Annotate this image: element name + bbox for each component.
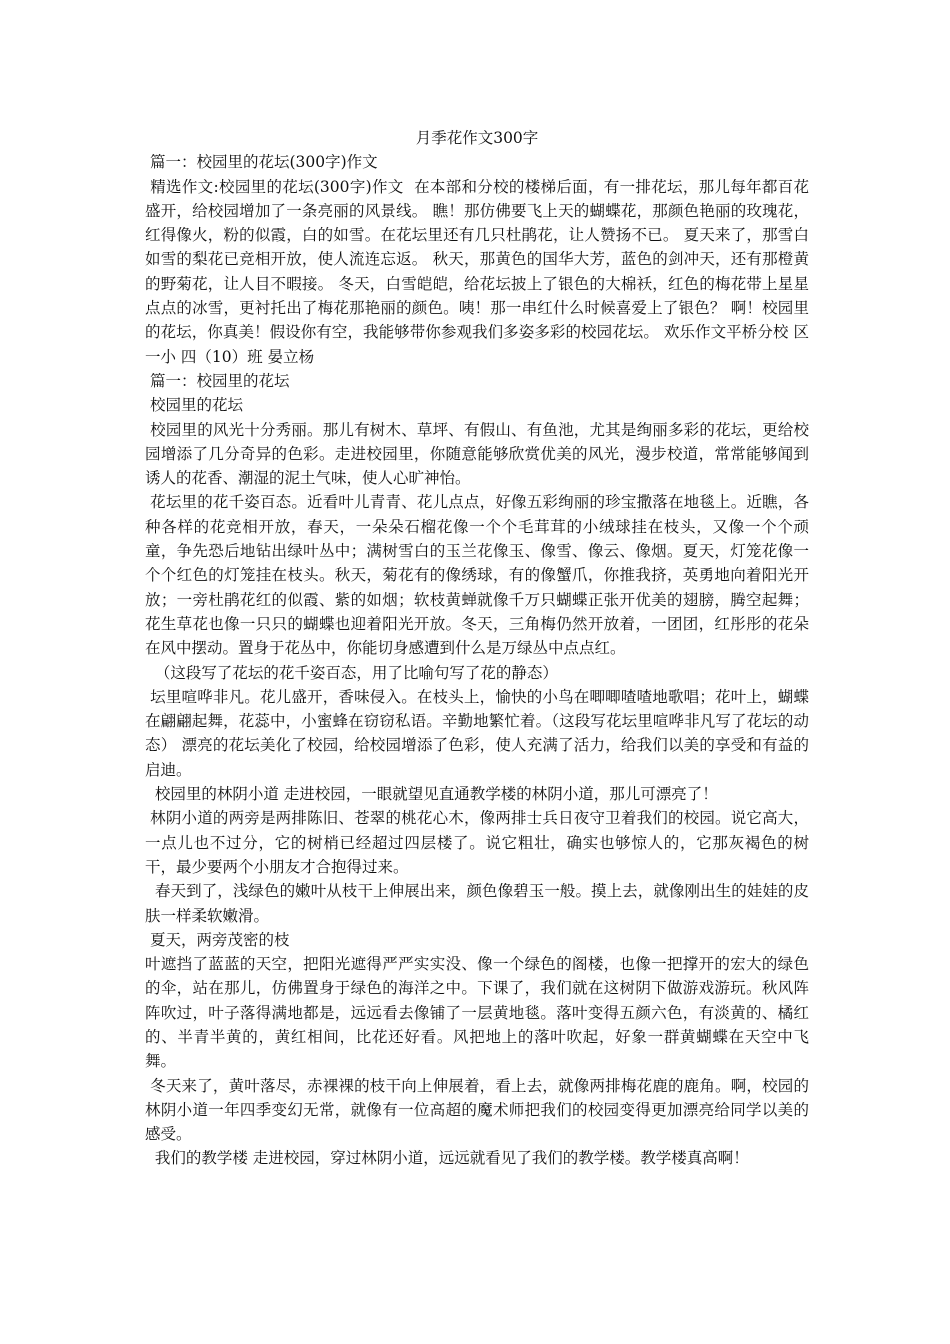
paragraph-intro: 校园里的风光十分秀丽。那儿有树木、草坪、有假山、有鱼池，尤其是绚丽多彩的花坛，更给校园增添了几分奇异的色彩。走进校园里，你随意能够欣赏优美的风光，漫步校道，常常能够闻到诱人的花香、潮湿的泥土气味，使人心旷神怡。 xyxy=(145,420,809,488)
paragraph-spring: 春天到了，浅绿色的嫩叶从枝干上伸展出来，颜色像碧玉一般。摸上去，就像刚出生的娃娃的皮肤一样柔软嫩滑。 xyxy=(145,882,809,925)
paragraph-note-static: （这段写了花坛的花千姿百态，用了比喻句写了花的静态） xyxy=(145,663,558,682)
paragraph-lively: 坛里喧哗非凡。花儿盛开，香味侵入。在枝头上，愉快的小鸟在唧唧喳喳地歌唱；花叶上，蝴蝶在翩翩起舞，花蕊中，小蜜蜂在窃窃私语。辛勤地繁忙着。（这段写花坛里喧哗非凡写了花坛的动态） 漂亮的花坛美化了校园，给校园增添了色彩，使人充满了活力，给我们以美的享受和有益的启迪。 xyxy=(145,687,809,779)
paragraph-subtitle: 校园里的花坛 xyxy=(145,396,243,415)
paragraph-summer-autumn: 叶遮挡了蓝蓝的天空，把阳光遮得严严实实没、像一个绿色的阁楼，也像一把撑开的宏大的绿色的伞，站在那儿，仿佛置身于绿色的海洋之中。下课了，我们就在这树阴下做游戏游玩。秋风阵阵吹过，叶子落得满地都是，远远看去像铺了一层黄地毯。落叶变得五颜六色，有淡黄的、橘红的、半青半黄的，黄红相间，比花还好看。风把地上的落叶吹起，好象一群黄蝴蝶在天空中飞舞。 xyxy=(145,955,809,1071)
paragraph-trees: 林阴小道的两旁是两排陈旧、苍翠的桃花心木，像两排士兵日夜守卫着我们的校园。说它高大，一点儿也不过分，它的树梢已经超过四层楼了。说它粗壮，确实也够惊人的，它那灰褐色的树干，最少要两个小朋友才合抱得过来。 xyxy=(145,809,809,876)
paragraph-section-heading-2: 篇一：校园里的花坛 xyxy=(145,371,290,390)
document-body xyxy=(145,126,809,1171)
document-title: 月季花作文300字 xyxy=(415,129,539,147)
paragraph-flowers: 花坛里的花千姿百态。近看叶儿青青、花儿点点，好像五彩绚丽的珍宝撒落在地毯上。近瞧，各种各样的花竞相开放，春天，一朵朵石榴花像一个个毛茸茸的小绒球挂在枝头，又像一个个顽童，争先恐后地钻出绿叶丛中；满树雪白的玉兰花像玉、像雪、像云、像烟。夏天，灯笼花像一个个红色的灯笼挂在枝头。秋天，菊花有的像绣球，有的像蟹爪，你推我挤，英勇地向着阳光开放；一旁杜鹃花红的似霞、紫的如烟；软枝黄蝉就像千万只蝴蝶正张开优美的翅膀，腾空起舞；花生草花也像一只只的蝴蝶也迎着阳光开放。冬天，三角梅仍然开放着，一团团，红彤彤的花朵在风中摆动。置身于花丛中，你能切身感遭到什么是万绿丛中点点红。 xyxy=(145,493,809,658)
paragraph-summer: 夏天，两旁茂密的枝 xyxy=(145,930,290,949)
paragraph-building: 我们的教学楼 走进校园，穿过林阴小道，远远就看见了我们的教学楼。教学楼真高啊！ xyxy=(145,1149,749,1168)
paragraph-winter: 冬天来了，黄叶落尽，赤裸裸的枝干向上伸展着，看上去，就像两排梅花鹿的鹿角。啊，校园的林阴小道一年四季变幻无常，就像有一位高超的魔术师把我们的校园变得更加漂亮给同学以美的感受。 xyxy=(145,1076,809,1144)
paragraph-path-intro: 校园里的林阴小道 走进校园，一眼就望见直通教学楼的林阴小道，那儿可漂亮了！ xyxy=(145,785,718,804)
paragraph-section-heading: 篇一：校园里的花坛(300字)作文 xyxy=(145,153,378,172)
paragraph-selected-essay: 精选作文:校园里的花坛(300字)作文 在本部和分校的楼梯后面，有一排花坛，那儿每年都百花盛开，给校园增加了一条亮丽的风景线。 瞧！那仿佛要飞上天的蝴蝶花，那颜色艳丽的玫瑰花，红得像火，粉的似霞，白的如雪。在花坛里还有几只杜鹃花，让人赞扬不已。 夏天来了，那雪白如雪的梨花已竞相开放，使人流连忘返。 秋天，那黄色的国华大芳，蓝色的剑冲天，还有那橙黄的野菊花，让人目不暇接。 冬天，白雪皑皑，给花坛披上了银色的大棉袄，红色的梅花带上星星点点的冰雪，更衬托出了梅花那艳丽的颜色。咦！那一串红什么时候喜爱上了银色？ 啊！校园里的花坛，你真美！假设你有空，我能够带你参观我们多姿多彩的校园花坛。 欢乐作文平桥分校 区一小 四（10）班 晏立杨 xyxy=(145,177,809,366)
